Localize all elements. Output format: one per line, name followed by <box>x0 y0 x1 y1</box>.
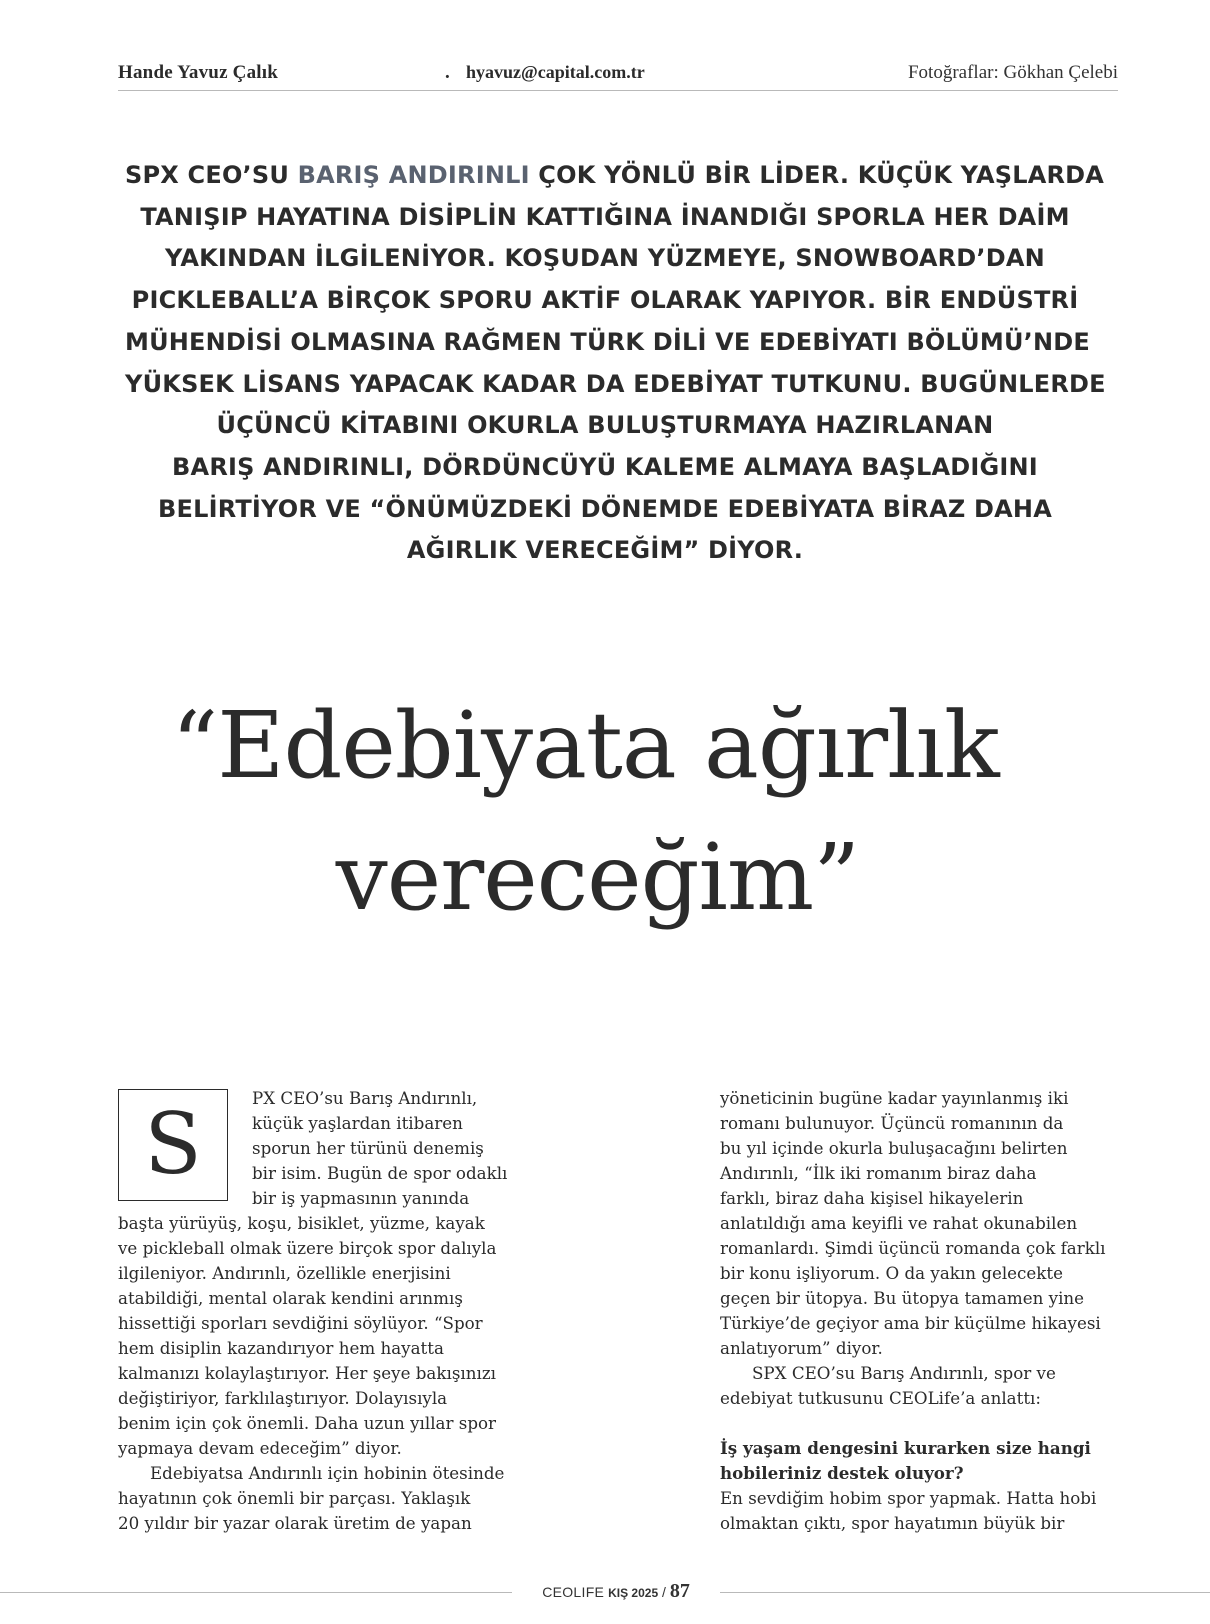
intro-line: AĞIRLIK VERECEĞİM” DİYOR. <box>406 536 804 565</box>
body-line: kalmanızı kolaylaştırıyor. Her şeye bakışınızı <box>118 1363 496 1383</box>
body-line: benim için çok önemli. Daha uzun yıllar spor <box>118 1413 497 1433</box>
body-line: romanlardı. Şimdi üçüncü romanda çok farklı <box>720 1238 1106 1258</box>
body-line: sporun her türünü denemiş <box>252 1138 484 1158</box>
body-line: bir konu işliyorum. O da yakın gelecekte <box>720 1263 1063 1283</box>
interview-answer: En sevdiğim hobim spor yapmak. Hatta hobi <box>720 1488 1097 1508</box>
photo-credit: Fotoğraflar: Gökhan Çelebi <box>907 62 1118 83</box>
body-column-right <box>720 1086 1120 1536</box>
body-line: edebiyat tutkusunu CEOLife’a anlattı: <box>720 1388 1041 1408</box>
intro-line: YAKINDAN İLGİLENİYOR. KOŞUDAN YÜZMEYE, SNOWBOARD’DAN <box>165 244 1045 273</box>
body-line: SPX CEO’su Barış Andırınlı, spor ve <box>752 1363 1056 1383</box>
headline-line-1: “Edebiyata ağırlık <box>171 692 999 799</box>
interview-question: hobileriniz destek oluyor? <box>720 1463 964 1483</box>
issue-label: KIŞ 2025 <box>608 1586 659 1600</box>
body-line: yöneticinin bugüne kadar yayınlanmış iki <box>720 1088 1069 1108</box>
intro-line <box>125 155 1105 197</box>
intro-line: TANIŞIP HAYATINA DİSİPLİN KATTIĞINA İNANDIĞI SPORLA HER DAİM <box>140 202 1070 231</box>
body-line: hissettiği sporları sevdiğini söylüyor. “Spor <box>118 1313 483 1333</box>
magazine-brand: CEOLIFE <box>542 1584 605 1600</box>
footer-rule-right <box>720 1592 1210 1593</box>
interview-question: İş yaşam dengesini kurarken size hangi <box>720 1438 1091 1458</box>
intro-line: PICKLEBALL’A BİRÇOK SPORU AKTİF OLARAK YAPIYOR. BİR ENDÜSTRİ <box>131 286 1079 315</box>
body-line: romanı bulunuyor. Üçüncü romanının da <box>720 1113 1064 1133</box>
body-line: küçük yaşlardan itibaren <box>252 1113 463 1133</box>
body-line: atabildiği, mental olarak kendini arınmış <box>118 1288 463 1308</box>
body-line: başta yürüyüş, koşu, bisiklet, yüzme, kayak <box>118 1213 485 1233</box>
body-line: PX CEO’su Barış Andırınlı, <box>252 1088 478 1108</box>
article-headline <box>0 680 1210 944</box>
body-column-left <box>118 1211 518 1536</box>
intro-line: BELİRTİYOR VE “ÖNÜMÜZDEKİ DÖNEMDE EDEBİYATA BİRAZ DAHA <box>158 494 1052 523</box>
body-line: değiştiriyor, farklılaştırıyor. Dolayısıyla <box>118 1388 448 1408</box>
intro-text: SPX CEO’SU <box>125 161 298 189</box>
article-intro <box>125 155 1106 572</box>
body-line: anlatıyorum” diyor. <box>720 1338 883 1358</box>
body-line: farklı, biraz daha kişisel hikayelerin <box>720 1188 1024 1208</box>
body-line: Edebiyatsa Andırınlı için hobinin ötesinde <box>150 1463 505 1483</box>
body-line: yapmaya devam edeceğim” diyor. <box>118 1438 402 1458</box>
intro-line: BARIŞ ANDIRINLI, DÖRDÜNCÜYÜ KALEME ALMAYA BAŞLADIĞINI <box>172 452 1038 481</box>
intro-name-highlight: BARIŞ ANDIRINLI <box>297 161 530 189</box>
article-header-bar <box>118 62 1118 91</box>
author-email-link[interactable]: hyavuz@capital.com.tr <box>466 62 645 82</box>
body-line: bu yıl içinde okurla buluşacağını belirten <box>720 1138 1068 1158</box>
drop-cap: S <box>118 1089 228 1201</box>
intro-line: MÜHENDİSİ OLMASINA RAĞMEN TÜRK DİLİ VE EDEBİYATI BÖLÜMÜ’NDE <box>125 327 1090 356</box>
body-line: hem disiplin kazandırıyor hem hayatta <box>118 1338 444 1358</box>
body-line: ilgileniyor. Andırınlı, özellikle enerjisini <box>118 1263 451 1283</box>
body-line: anlatıldığı ama keyifli ve rahat okunabilen <box>720 1213 1078 1233</box>
body-line: Türkiye’de geçiyor ama bir küçülme hikayesi <box>720 1313 1101 1333</box>
footer-slash: / <box>662 1584 666 1600</box>
page-footer <box>512 1580 720 1603</box>
paragraph-gap <box>720 1411 1120 1436</box>
body-line: bir isim. Bugün de spor odaklı <box>252 1163 508 1183</box>
footer-rule-left <box>0 1592 512 1593</box>
intro-line: YÜKSEK LİSANS YAPACAK KADAR DA EDEBİYAT TUTKUNU. BUGÜNLERDE <box>125 369 1106 398</box>
body-line: bir iş yapmasının yanında <box>252 1188 470 1208</box>
body-line: geçen bir ütopya. Bu ütopya tamamen yine <box>720 1288 1085 1308</box>
body-line: hayatının çok önemli bir parçası. Yaklaşık <box>118 1488 471 1508</box>
body-line: Andırınlı, “İlk iki romanım biraz daha <box>720 1163 1037 1183</box>
headline-line-2: vereceğim” <box>335 824 860 931</box>
page-number: 87 <box>669 1580 690 1602</box>
body-line: 20 yıldır bir yazar olarak üretim de yapan <box>118 1513 472 1533</box>
body-line: ve pickleball olmak üzere birçok spor dalıyla <box>118 1238 497 1258</box>
intro-line: ÜÇÜNCÜ KİTABINI OKURLA BULUŞTURMAYA HAZIRLANAN <box>216 411 994 440</box>
author-name: Hande Yavuz Çalık <box>118 62 279 83</box>
drop-cap-text <box>252 1086 507 1211</box>
interview-answer: olmaktan çıktı, spor hayatımın büyük bir <box>720 1513 1065 1533</box>
header-separator: . <box>445 62 450 83</box>
intro-text: ÇOK YÖNLÜ BİR LİDER. KÜÇÜK YAŞLARDA <box>529 161 1105 189</box>
